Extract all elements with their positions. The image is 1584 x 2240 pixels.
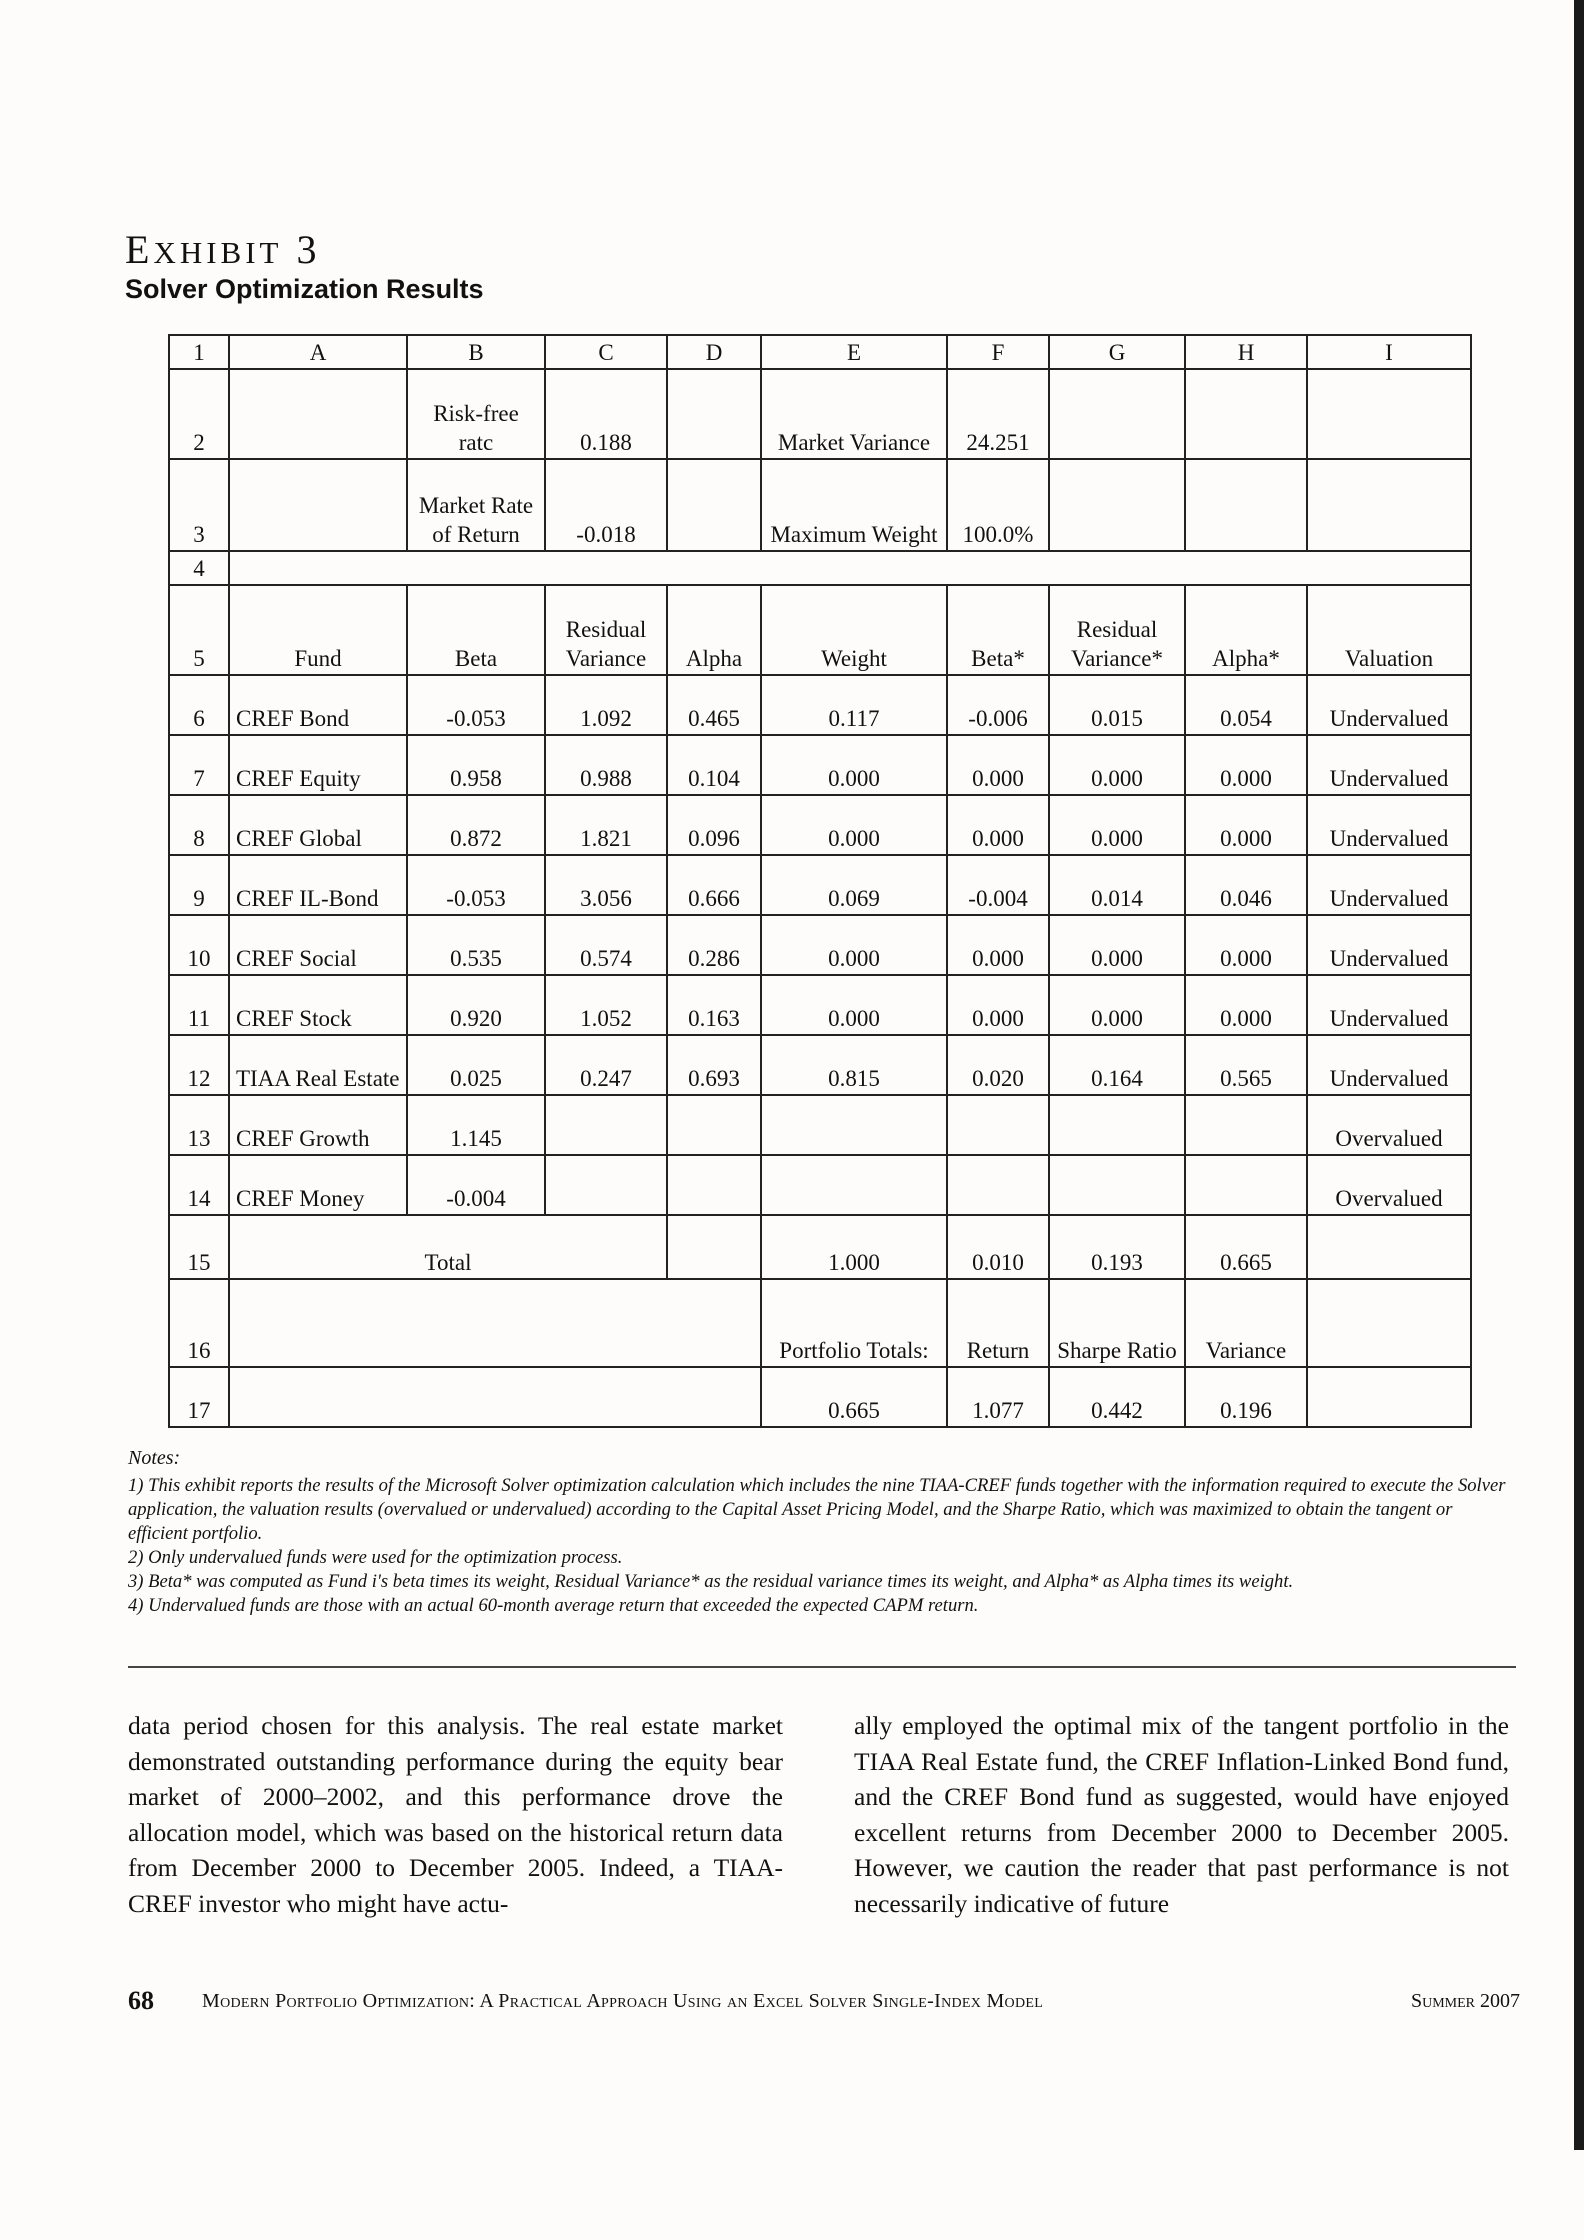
field-header: Beta* [947, 585, 1049, 675]
body-text-left: data period chosen for this analysis. The real estate market demonstrated outstanding performance during the equity bear market of 2000–2002, and this performance drove the allocation model, which was based on the historical return data from December 2000 to December 2005. Indeed, a TIAA-CREF investor who might have actu- [128, 1711, 783, 1918]
alpha-star [1185, 1095, 1307, 1155]
beta-star [947, 1095, 1049, 1155]
beta: 1.145 [407, 1095, 545, 1155]
portfolio-return-value: 1.077 [947, 1367, 1049, 1427]
header-cell: D [667, 335, 761, 369]
alpha-star: 0.565 [1185, 1035, 1307, 1095]
field-header: Residual Variance [545, 585, 667, 675]
total-beta: 0.010 [947, 1215, 1049, 1279]
residual-variance [545, 1155, 667, 1215]
alpha-star: 0.000 [1185, 975, 1307, 1035]
weight [761, 1155, 947, 1215]
note-item: 2) Only undervalued funds were used for the optimization process. [128, 1547, 623, 1568]
header-cell: E [761, 335, 947, 369]
valuation: Undervalued [1307, 1035, 1471, 1095]
table-row [169, 1095, 1471, 1155]
column-header-row [169, 335, 1471, 369]
scan-edge [1574, 0, 1584, 2150]
notes-heading: Notes: [128, 1447, 181, 1469]
total-row [169, 1215, 1471, 1279]
table-cell [1307, 1215, 1471, 1279]
residual-variance-star: 0.000 [1049, 915, 1185, 975]
risk-free-label: Risk-free ratc [407, 369, 545, 459]
header-cell: I [1307, 335, 1471, 369]
beta-star: -0.004 [947, 855, 1049, 915]
fund-name: CREF Equity [229, 735, 407, 795]
max-weight-value: 100.0% [947, 459, 1049, 551]
beta: 0.872 [407, 795, 545, 855]
table-notes [128, 1446, 1508, 1618]
row-number: 3 [169, 459, 229, 551]
weight: 0.069 [761, 855, 947, 915]
beta-star: -0.006 [947, 675, 1049, 735]
table-cell [229, 369, 407, 459]
beta: 0.535 [407, 915, 545, 975]
row-number: 15 [169, 1215, 229, 1279]
row-number: 13 [169, 1095, 229, 1155]
running-title: Modern Portfolio Optimization: A Practical Approach Using an Excel Solver Single-Index Model [202, 1990, 1044, 2012]
exhibit-subtitle: Solver Optimization Results [125, 274, 484, 304]
field-header-row [169, 585, 1471, 675]
alpha [667, 1095, 761, 1155]
table-cell [667, 369, 761, 459]
market-return-value: -0.018 [545, 459, 667, 551]
alpha-star: 0.046 [1185, 855, 1307, 915]
fund-name: CREF Global [229, 795, 407, 855]
residual-variance-star: 0.000 [1049, 735, 1185, 795]
beta: 0.920 [407, 975, 545, 1035]
residual-variance: 1.821 [545, 795, 667, 855]
alpha-star: 0.000 [1185, 915, 1307, 975]
weight: 0.117 [761, 675, 947, 735]
residual-variance: 0.247 [545, 1035, 667, 1095]
beta-star: 0.000 [947, 975, 1049, 1035]
table-cell [1185, 369, 1307, 459]
beta-star: 0.000 [947, 795, 1049, 855]
table-cell [229, 1367, 761, 1427]
table-row [169, 855, 1471, 915]
table-row [169, 795, 1471, 855]
residual-variance: 1.092 [545, 675, 667, 735]
table-cell [1307, 369, 1471, 459]
row-number: 10 [169, 915, 229, 975]
valuation: Overvalued [1307, 1155, 1471, 1215]
valuation: Undervalued [1307, 915, 1471, 975]
issue-label: Summer 2007 [1410, 1990, 1520, 2012]
beta-star: 0.020 [947, 1035, 1049, 1095]
alpha-star [1185, 1155, 1307, 1215]
residual-variance-star: 0.000 [1049, 975, 1185, 1035]
header-cell: G [1049, 335, 1185, 369]
beta: -0.053 [407, 675, 545, 735]
risk-free-value: 0.188 [545, 369, 667, 459]
residual-variance [545, 1095, 667, 1155]
table-row [169, 551, 1471, 585]
weight: 0.815 [761, 1035, 947, 1095]
row-number: 4 [169, 551, 229, 585]
fund-name: CREF Money [229, 1155, 407, 1215]
header-cell: H [1185, 335, 1307, 369]
weight: 0.000 [761, 795, 947, 855]
header-cell: F [947, 335, 1049, 369]
solver-results-table [168, 334, 1472, 1428]
row-number: 14 [169, 1155, 229, 1215]
return-label: Return [947, 1279, 1049, 1367]
note-item: 1) This exhibit reports the results of the Microsoft Solver optimization calculation which includes the nine TIAA-CREF funds together with the information required to execute the Solver application, the valuation results (overvalued or undervalued) according to the Capital Asset Pricing Model, and the Sharpe Ratio, which was maximized to obtain the tangent or efficient portfolio. [128, 1475, 1506, 1544]
fund-rows [169, 675, 1471, 1215]
sharpe-ratio-label: Sharpe Ratio [1049, 1279, 1185, 1367]
table-cell [229, 1279, 761, 1367]
alpha-star: 0.054 [1185, 675, 1307, 735]
table-cell [1049, 459, 1185, 551]
header-cell: B [407, 335, 545, 369]
total-alpha: 0.665 [1185, 1215, 1307, 1279]
beta: -0.004 [407, 1155, 545, 1215]
residual-variance-star: 0.000 [1049, 795, 1185, 855]
alpha-star: 0.000 [1185, 795, 1307, 855]
weight: 0.000 [761, 975, 947, 1035]
row-number: 9 [169, 855, 229, 915]
fund-name: CREF Bond [229, 675, 407, 735]
row-number: 12 [169, 1035, 229, 1095]
weight: 0.000 [761, 735, 947, 795]
residual-variance-star [1049, 1095, 1185, 1155]
valuation: Undervalued [1307, 855, 1471, 915]
market-variance-value: 24.251 [947, 369, 1049, 459]
beta: 0.958 [407, 735, 545, 795]
alpha: 0.096 [667, 795, 761, 855]
alpha: 0.104 [667, 735, 761, 795]
weight [761, 1095, 947, 1155]
weight: 0.000 [761, 915, 947, 975]
variance-value: 0.196 [1185, 1367, 1307, 1427]
valuation: Undervalued [1307, 975, 1471, 1035]
table-row [169, 675, 1471, 735]
field-header: Alpha* [1185, 585, 1307, 675]
body-text-right: ally employed the optimal mix of the tangent portfolio in the TIAA Real Estate fund, the CREF Inflation-Linked Bond fund, and the CREF Bond fund as suggested, would have enjoyed excellent returns from December 2000 to December 2005. However, we caution the reader that past performance is not necessarily indicative of future [854, 1711, 1509, 1918]
row-number: 11 [169, 975, 229, 1035]
residual-variance: 0.574 [545, 915, 667, 975]
alpha: 0.286 [667, 915, 761, 975]
portfolio-variance-value: 0.665 [761, 1367, 947, 1427]
residual-variance-star: 0.014 [1049, 855, 1185, 915]
alpha: 0.163 [667, 975, 761, 1035]
row-number: 17 [169, 1367, 229, 1427]
valuation: Undervalued [1307, 675, 1471, 735]
fund-name: CREF Social [229, 915, 407, 975]
residual-variance: 3.056 [545, 855, 667, 915]
residual-variance-star: 0.015 [1049, 675, 1185, 735]
table-cell [667, 1215, 761, 1279]
beta: -0.053 [407, 855, 545, 915]
alpha: 0.693 [667, 1035, 761, 1095]
row-number: 2 [169, 369, 229, 459]
alpha: 0.465 [667, 675, 761, 735]
portfolio-totals-header-row [169, 1279, 1471, 1367]
valuation: Undervalued [1307, 735, 1471, 795]
note-item: 3) Beta* was computed as Fund i's beta times its weight, Residual Variance* as the residual variance times its weight, and Alpha* as Alpha times its weight. [128, 1571, 1294, 1592]
residual-variance-star: 0.164 [1049, 1035, 1185, 1095]
table-cell [1185, 459, 1307, 551]
field-header: Fund [229, 585, 407, 675]
table-row [169, 975, 1471, 1035]
field-header: Valuation [1307, 585, 1471, 675]
beta-star: 0.000 [947, 735, 1049, 795]
residual-variance: 0.988 [545, 735, 667, 795]
alpha-star: 0.000 [1185, 735, 1307, 795]
row-number: 6 [169, 675, 229, 735]
field-header: Residual Variance* [1049, 585, 1185, 675]
sharpe-ratio-value: 0.442 [1049, 1367, 1185, 1427]
table-cell [1307, 1279, 1471, 1367]
beta-star [947, 1155, 1049, 1215]
valuation: Overvalued [1307, 1095, 1471, 1155]
table-row [169, 735, 1471, 795]
field-header: Beta [407, 585, 545, 675]
total-residual-variance: 0.193 [1049, 1215, 1185, 1279]
table-row [169, 915, 1471, 975]
fund-name: TIAA Real Estate [229, 1035, 407, 1095]
max-weight-label: Maximum Weight [761, 459, 947, 551]
field-header: Weight [761, 585, 947, 675]
residual-variance: 1.052 [545, 975, 667, 1035]
valuation: Undervalued [1307, 795, 1471, 855]
residual-variance-star [1049, 1155, 1185, 1215]
field-header: Alpha [667, 585, 761, 675]
fund-name: CREF Growth [229, 1095, 407, 1155]
table-cell [667, 459, 761, 551]
table-row [169, 369, 1471, 459]
header-cell: C [545, 335, 667, 369]
total-weight: 1.000 [761, 1215, 947, 1279]
header-cell: A [229, 335, 407, 369]
page-number: 68 [128, 1986, 154, 2015]
section-divider [128, 1666, 1516, 1668]
table-cell [1307, 459, 1471, 551]
row-number: 7 [169, 735, 229, 795]
exhibit-label: EXHIBIT 3 [125, 227, 321, 272]
table-row [169, 1155, 1471, 1215]
table-row [169, 1035, 1471, 1095]
alpha: 0.666 [667, 855, 761, 915]
beta-star: 0.000 [947, 915, 1049, 975]
portfolio-totals-label: Portfolio Totals: [761, 1279, 947, 1367]
header-cell: 1 [169, 335, 229, 369]
table-cell [229, 459, 407, 551]
variance-label: Variance [1185, 1279, 1307, 1367]
row-number: 8 [169, 795, 229, 855]
total-label: Total [229, 1215, 667, 1279]
row-number: 5 [169, 585, 229, 675]
table-cell [1049, 369, 1185, 459]
portfolio-totals-row [169, 1367, 1471, 1427]
beta: 0.025 [407, 1035, 545, 1095]
empty-row-cell [229, 551, 1471, 585]
alpha [667, 1155, 761, 1215]
fund-name: CREF IL-Bond [229, 855, 407, 915]
fund-name: CREF Stock [229, 975, 407, 1035]
table-cell [1307, 1367, 1471, 1427]
market-variance-label: Market Variance [761, 369, 947, 459]
note-item: 4) Undervalued funds are those with an actual 60-month average return that exceeded the expected CAPM return. [128, 1595, 979, 1616]
row-number: 16 [169, 1279, 229, 1367]
market-return-label: Market Rate of Return [407, 459, 545, 551]
table-row [169, 459, 1471, 551]
